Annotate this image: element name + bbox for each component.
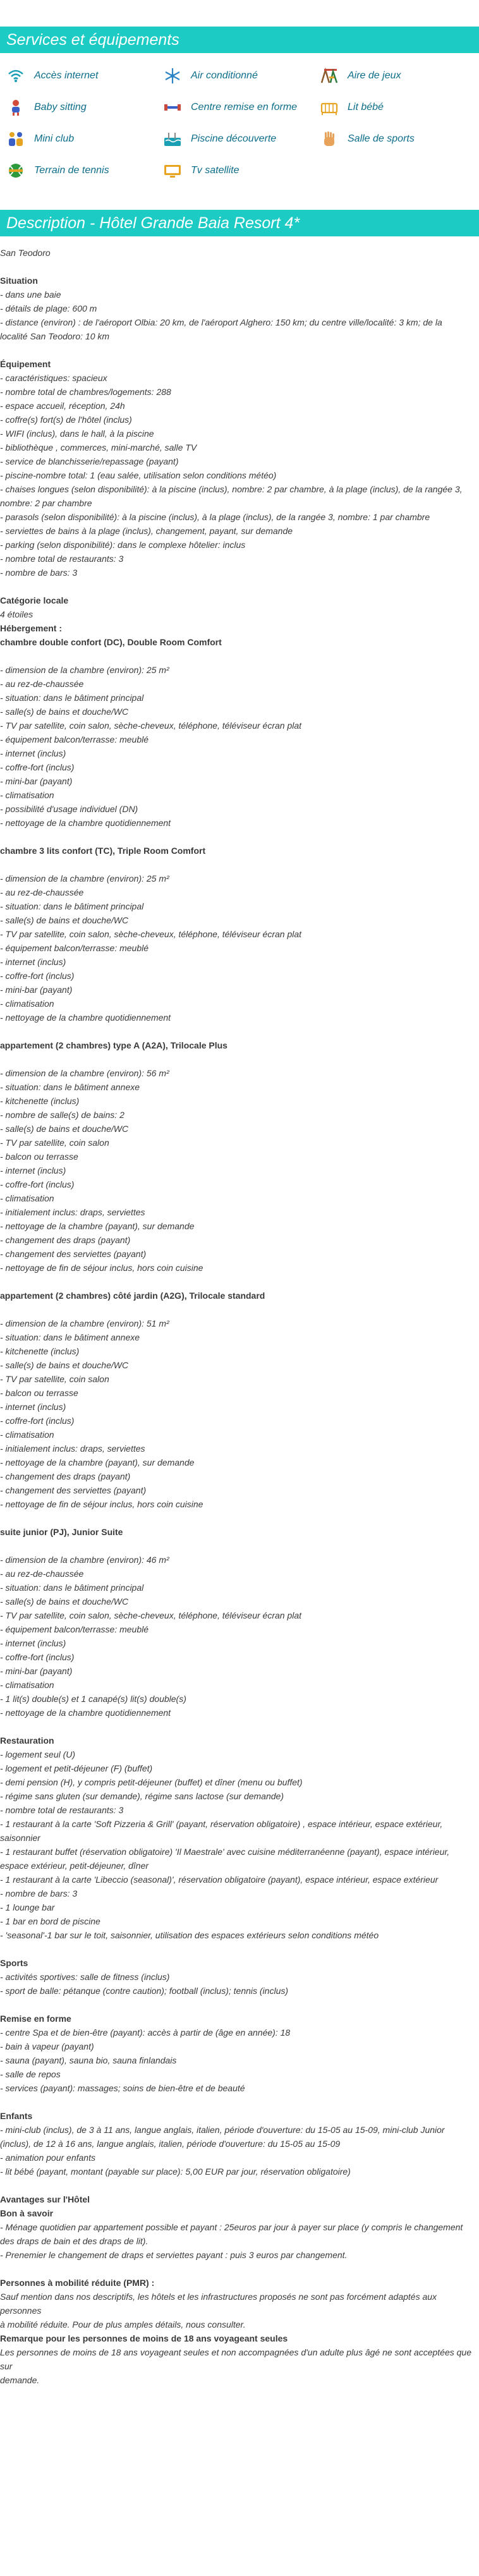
text-line: - dimension de la chambre (environ): 25 m²: [0, 665, 169, 675]
text-line: Les personnes de moins de 18 ans voyageant seules et non accompagnées d'un adulte plus âgé ne sont acceptées que sur: [0, 2347, 474, 2371]
text-line: - initialement inclus: draps, serviettes: [0, 1207, 145, 1217]
text-line: - nombre de bars: 3: [0, 568, 78, 578]
text-line: - sport de balle: pétanque (contre caution); football (inclus); tennis (inclus): [0, 1986, 289, 1996]
text-line: - balcon ou terrasse: [0, 1388, 78, 1398]
section-heading: Catégorie locale: [0, 595, 69, 605]
text-line: San Teodoro: [0, 248, 51, 258]
text-line: - nombre de bars: 3: [0, 1888, 78, 1899]
text-line: saisonnier: [0, 1833, 40, 1843]
spacer: [0, 1052, 474, 1066]
text-line: - régime sans gluten (sur demande), régime sans lactose (sur demande): [0, 1791, 284, 1801]
text-line: - nettoyage de fin de séjour inclus, hors coin cuisine: [0, 1263, 203, 1273]
text-line: espace extérieur, petit-déjeuner, dîner: [0, 1861, 149, 1871]
text-line: - dimension de la chambre (environ): 56 m²: [0, 1068, 169, 1078]
hand-icon: [320, 130, 339, 149]
text-line: des draps de bain et des draps de lit).: [0, 2236, 149, 2246]
text-line: - internet (inclus): [0, 1165, 66, 1176]
text-line: - parasols (selon disponibilité): à la piscine (inclus), à la plage (inclus), de la rangée 3, nombre: 1 par chambre: [0, 512, 430, 522]
section-heading: Remise en forme: [0, 2014, 71, 2024]
text-line: - salle(s) de bains et douche/WC: [0, 707, 129, 717]
text-line: - bain à vapeur (payant): [0, 2041, 94, 2051]
text-line: - internet (inclus): [0, 748, 66, 758]
spacer: [0, 1024, 474, 1038]
text-line: à mobilité réduite. Pour de plus amples détails, nous consulter.: [0, 2319, 246, 2330]
text-line: - kitchenette (inclus): [0, 1096, 80, 1106]
wifi-icon: [6, 66, 25, 85]
text-line: - lit bébé (payant, montant (payable sur place): 5,00 EUR par jour, réservation obligatoire): [0, 2166, 351, 2177]
text-line: (inclus), de 12 à 16 ans, langue anglais, italien, période d'ouverture: du 15-05 au 15-09: [0, 2139, 341, 2149]
section-heading: Bon à savoir: [0, 2208, 54, 2218]
amenity-label: Accès internet: [34, 70, 99, 81]
text-line: - services (payant): massages; soins de bien-être et de beauté: [0, 2083, 245, 2093]
section-heading: appartement (2 chambres) type A (A2A), Trilocale Plus: [0, 1040, 227, 1050]
text-line: - climatisation: [0, 999, 54, 1009]
amenity-item: [6, 158, 109, 183]
text-line: - sauna (payant), sauna bio, sauna finlandais: [0, 2055, 177, 2065]
amenity-item: [320, 126, 415, 152]
baby-icon: [6, 98, 25, 117]
text-line: - au rez-de-chaussée: [0, 887, 84, 897]
spacer: [0, 830, 474, 844]
section-heading: chambre 3 lits confort (TC), Triple Room Comfort: [0, 846, 206, 856]
text-line: 4 étoiles: [0, 609, 33, 619]
text-line: - distance (environ) : de l'aéroport Olbia: 20 km, de l'aéroport Alghero: 150 km; du centre ville/localité: 3 km; de la: [0, 317, 442, 327]
text-line: - Ménage quotidien par appartement possible et payant : 25euros par jour à payer sur place (y compris le changement: [0, 2222, 463, 2232]
text-line: - bibliothèque , commerces, mini-marché, salle TV: [0, 442, 197, 453]
text-line: - climatisation: [0, 1430, 54, 1440]
text-line: - au rez-de-chaussée: [0, 679, 84, 689]
crib-icon: [320, 98, 339, 117]
section-heading: Hébergement :: [0, 623, 63, 633]
amenity-item: [163, 95, 297, 120]
services-heading: Services et équipements: [0, 27, 479, 53]
text-line: - coffre(s) fort(s) de l'hôtel (inclus): [0, 415, 132, 425]
amenity-item: [163, 126, 276, 152]
snowflake-icon: [163, 66, 182, 85]
text-line: - coffre-fort (inclus): [0, 1416, 75, 1426]
amenity-label: Mini club: [34, 133, 75, 144]
text-line: - dimension de la chambre (environ): 51 m²: [0, 1318, 169, 1328]
kids-club-icon: [6, 130, 25, 149]
text-line: - au rez-de-chaussée: [0, 1569, 84, 1579]
section-heading: Équipement: [0, 359, 51, 369]
spacer: [0, 1998, 474, 2012]
text-line: - demi pension (H), y compris petit-déjeuner (buffet) et dîner (menu ou buffet): [0, 1777, 303, 1787]
section-heading: appartement (2 chambres) côté jardin (A2G), Trilocale standard: [0, 1291, 265, 1301]
text-line: - mini-club (inclus), de 3 à 11 ans, langue anglais, italien, période d'ouverture: du 15-05 au 15-09, mini-club Junior: [0, 2125, 445, 2135]
text-line: - salle(s) de bains et douche/WC: [0, 1596, 129, 1607]
spacer: [0, 580, 474, 593]
text-line: - caractéristiques: spacieux: [0, 373, 107, 383]
text-line: - internet (inclus): [0, 1402, 66, 1412]
section-heading: Enfants: [0, 2111, 33, 2121]
text-line: - nettoyage de la chambre (payant), sur demande: [0, 1457, 195, 1467]
text-line: - 1 restaurant à la carte 'Libeccio (seasonal)', réservation obligatoire (payant), espace intérieur, espace extérieur: [0, 1874, 439, 1885]
text-line: - TV par satellite, coin salon: [0, 1138, 109, 1148]
text-line: demande.: [0, 2375, 40, 2385]
text-line: - équipement balcon/terrasse: meublé: [0, 943, 149, 953]
text-line: - logement et petit-déjeuner (F) (buffet): [0, 1763, 153, 1773]
text-line: - situation: dans le bâtiment annexe: [0, 1082, 140, 1092]
text-line: localité San Teodoro: 10 km: [0, 331, 110, 341]
text-line: - coffre-fort (inclus): [0, 762, 75, 772]
text-line: - mini-bar (payant): [0, 985, 73, 995]
amenity-item: [6, 63, 98, 88]
text-line: - parking (selon disponibilité): dans le complexe hôtelier: inclus: [0, 540, 246, 550]
section-heading: Situation: [0, 276, 38, 286]
text-line: - changement des draps (payant): [0, 1235, 131, 1245]
text-line: Sauf mention dans nos descriptifs, les hôtels et les infrastructures proposés ne sont pas forcément adaptés aux personnes: [0, 2292, 439, 2316]
amenity-item: [163, 63, 258, 88]
text-line: - situation: dans le bâtiment principal: [0, 693, 144, 703]
text-line: - coffre-fort (inclus): [0, 1652, 75, 1662]
text-line: - TV par satellite, coin salon, sèche-cheveux, téléphone, téléviseur écran plat: [0, 929, 302, 939]
text-line: - nettoyage de la chambre quotidiennement: [0, 1012, 171, 1023]
text-line: - climatisation: [0, 1193, 54, 1203]
text-line: - coffre-fort (inclus): [0, 1179, 75, 1189]
amenity-label: Tv satellite: [191, 165, 240, 176]
text-line: - salle(s) de bains et douche/WC: [0, 1360, 129, 1370]
spacer: [0, 2095, 474, 2109]
spacer: [0, 1942, 474, 1956]
spacer: [0, 1539, 474, 1553]
text-line: - dans une baie: [0, 289, 61, 300]
spacer: [0, 649, 474, 663]
text-line: - centre Spa et de bien-être (payant): accès à partir de (âge en année): 18: [0, 2027, 291, 2038]
amenity-label: Terrain de tennis: [34, 165, 109, 176]
text-line: - changement des serviettes (payant): [0, 1485, 147, 1495]
text-line: - situation: dans le bâtiment principal: [0, 901, 144, 911]
spacer: [0, 1720, 474, 1734]
text-line: - nombre de salle(s) de bains: 2: [0, 1110, 124, 1120]
amenity-label: Salle de sports: [348, 133, 415, 144]
amenity-label: Aire de jeux: [348, 70, 401, 81]
amenity-item: [163, 158, 239, 183]
text-line: - 'seasonal'-1 bar sur le toit, saisonnier, utilisation des espaces extérieurs selon conditions météo: [0, 1930, 379, 1940]
amenity-item: [6, 126, 74, 152]
text-line: - initialement inclus: draps, serviettes: [0, 1443, 145, 1454]
section-heading: Sports: [0, 1958, 28, 1968]
text-line: - nettoyage de fin de séjour inclus, hors coin cuisine: [0, 1499, 203, 1509]
text-line: - Prenemier le changement de draps et serviettes payant : puis 3 euros par changement.: [0, 2250, 348, 2260]
amenity-item: [320, 95, 384, 120]
text-line: - dimension de la chambre (environ): 25 m²: [0, 873, 169, 884]
text-line: - nombre total de chambres/logements: 288: [0, 387, 171, 397]
text-line: - mini-bar (payant): [0, 1666, 73, 1676]
text-line: - service de blanchisserie/repassage (payant): [0, 456, 179, 466]
text-line: - changement des serviettes (payant): [0, 1249, 147, 1259]
text-line: - 1 restaurant buffet (réservation obligatoire) 'Il Maestrale' avec cuisine méditerranéenne (payant), espace intérieur,: [0, 1847, 450, 1857]
text-line: - situation: dans le bâtiment principal: [0, 1583, 144, 1593]
text-line: - nettoyage de la chambre (payant), sur demande: [0, 1221, 195, 1231]
spacer: [0, 343, 474, 357]
text-line: - 1 restaurant à la carte 'Soft Pizzeria & Grill' (payant, réservation obligatoire) , espace intérieur, espace extérieur,: [0, 1819, 443, 1829]
text-line: - dimension de la chambre (environ): 46 m²: [0, 1555, 169, 1565]
text-line: - animation pour enfants: [0, 2153, 95, 2163]
text-line: - internet (inclus): [0, 1638, 66, 1648]
text-line: - mini-bar (payant): [0, 776, 73, 786]
amenities-row: [0, 95, 479, 126]
text-line: - piscine-nombre total: 1 (eau salée, utilisation selon conditions météo): [0, 470, 277, 480]
section-heading: chambre double confort (DC), Double Room Comfort: [0, 637, 222, 647]
text-line: - internet (inclus): [0, 957, 66, 967]
amenities-row: [0, 126, 479, 158]
amenity-label: Centre remise en forme: [191, 102, 298, 112]
text-line: - 1 bar en bord de piscine: [0, 1916, 100, 1926]
text-line: - possibilité d'usage individuel (DN): [0, 804, 138, 814]
text-line: - serviettes de bains à la plage (inclus), changement, payant, sur demande: [0, 526, 293, 536]
section-heading: Personnes à mobilité réduite (PMR) :: [0, 2278, 155, 2288]
text-line: - nombre total de restaurants: 3: [0, 554, 124, 564]
spacer: [0, 260, 474, 274]
spacer: [0, 1275, 474, 1289]
text-line: - kitchenette (inclus): [0, 1346, 80, 1356]
amenity-label: Lit bébé: [348, 102, 384, 112]
text-line: - 1 lounge bar: [0, 1902, 55, 1912]
spacer: [0, 2262, 474, 2276]
text-line: - nombre total de restaurants: 3: [0, 1805, 124, 1815]
text-line: - chaises longues (selon disponibilité): à la piscine (inclus), nombre: 2 par chambre, à la plage (inclus), de la rangée 3,: [0, 484, 463, 494]
text-line: - TV par satellite, coin salon, sèche-cheveux, téléphone, téléviseur écran plat: [0, 720, 302, 731]
text-line: - salle de repos: [0, 2069, 61, 2079]
tennis-icon: [6, 161, 25, 180]
text-line: - logement seul (U): [0, 1749, 76, 1759]
pool-icon: [163, 130, 182, 149]
amenity-item: [320, 63, 401, 88]
text-line: - nettoyage de la chambre quotidiennement: [0, 818, 171, 828]
amenities-row: [0, 158, 479, 190]
section-heading: Restauration: [0, 1735, 54, 1746]
amenities-row: [0, 63, 479, 95]
text-line: - TV par satellite, coin salon: [0, 1374, 109, 1384]
spacer: [0, 858, 474, 872]
text-line: - espace accueil, réception, 24h: [0, 401, 125, 411]
text-line: - changement des draps (payant): [0, 1471, 131, 1481]
text-line: - détails de plage: 600 m: [0, 303, 97, 313]
spacer: [0, 1511, 474, 1525]
text-line: - activités sportives: salle de fitness (inclus): [0, 1972, 170, 1982]
text-line: - balcon ou terrasse: [0, 1151, 78, 1162]
text-line: - équipement balcon/terrasse: meublé: [0, 734, 149, 744]
text-line: - 1 lit(s) double(s) et 1 canapé(s) lit(s) double(s): [0, 1694, 186, 1704]
text-line: - TV par satellite, coin salon, sèche-cheveux, téléphone, téléviseur écran plat: [0, 1610, 302, 1620]
text-line: - situation: dans le bâtiment annexe: [0, 1332, 140, 1342]
amenity-item: [6, 95, 87, 120]
amenities-grid: [0, 63, 479, 190]
text-line: nombre: 2 par chambre: [0, 498, 92, 508]
description-heading: Description - Hôtel Grande Baia Resort 4*: [0, 210, 479, 236]
amenity-label: Air conditionné: [191, 70, 258, 81]
section-heading: Remarque pour les personnes de moins de 18 ans voyageant seules: [0, 2333, 288, 2343]
text-line: - nettoyage de la chambre quotidiennement: [0, 1708, 171, 1718]
text-line: - équipement balcon/terrasse: meublé: [0, 1624, 149, 1634]
amenity-label: Baby sitting: [34, 102, 87, 112]
text-line: - salle(s) de bains et douche/WC: [0, 1124, 129, 1134]
section-heading: Avantages sur l'Hôtel: [0, 2194, 90, 2204]
tv-icon: [163, 161, 182, 180]
spacer: [0, 1303, 474, 1316]
text-line: - coffre-fort (inclus): [0, 971, 75, 981]
spacer: [0, 2178, 474, 2192]
amenity-label: Piscine découverte: [191, 133, 277, 144]
text-line: - WIFI (inclus), dans le hall, à la piscine: [0, 428, 154, 439]
text-line: - salle(s) de bains et douche/WC: [0, 915, 129, 925]
text-line: - climatisation: [0, 1680, 54, 1690]
playground-icon: [320, 66, 339, 85]
section-heading: suite junior (PJ), Junior Suite: [0, 1527, 123, 1537]
description-body: [0, 246, 474, 2387]
dumbbell-icon: [163, 98, 182, 117]
text-line: - climatisation: [0, 790, 54, 800]
